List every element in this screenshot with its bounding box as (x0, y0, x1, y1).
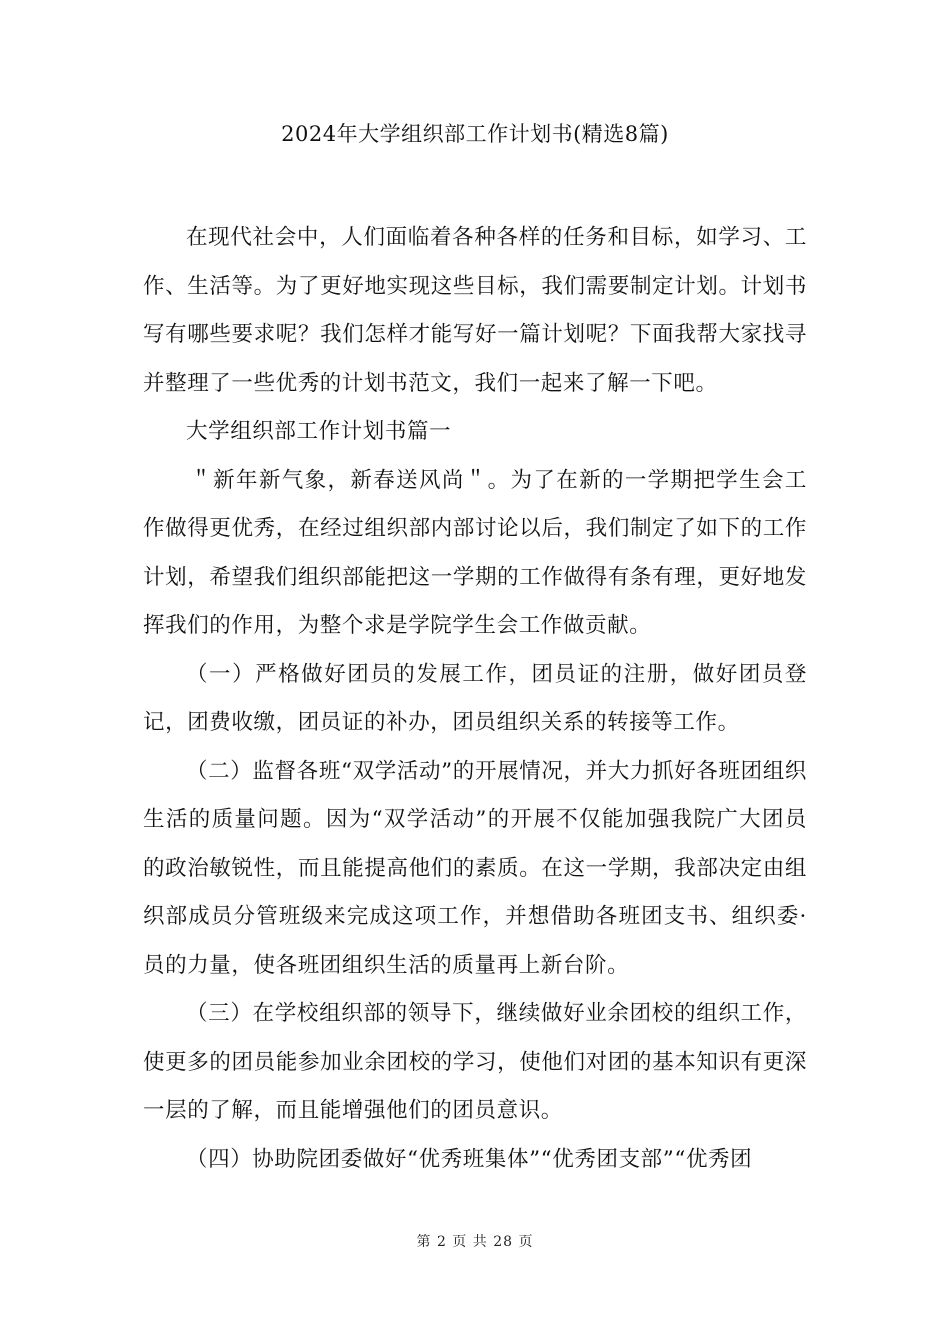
item-paragraph-2: （二）监督各班“双学活动”的开展情况，并大力抓好各班团组织生活的质量问题。因为“双学活动”的开展不仅能加强我院广大团员的政治敏锐性，而且能提高他们的素质。在这一学期，我部决定由组织部成员分管班级来完成这项工作，并想借助各班团支书、组织委·员的力量，使各班团组织生活的质量再上新台阶。 (143, 758, 807, 978)
item-paragraph-4: （四）协助院团委做好“优秀班集体”“优秀团支部”“优秀团 (186, 1146, 753, 1172)
page-number-footer: 第 2 页 共 28 页 (416, 1234, 534, 1250)
intro-paragraph: 在现代社会中，人们面临着各种各样的任务和目标，如学习、工作、生活等。为了更好地实现这些目标，我们需要制定计划。计划书写有哪些要求呢？我们怎样才能写好一篇计划呢？下面我帮大家找寻并整理了一些优秀的计划书范文，我们一起来了解一下吧。 (143, 225, 807, 396)
section-heading: 大学组织部工作计划书篇一 (186, 419, 452, 444)
document-title: 2024年大学组织部工作计划书(精选8篇) (281, 122, 669, 146)
document-body (143, 214, 807, 1184)
item-paragraph-3: （三）在学校组织部的领导下，继续做好业余团校的组织工作，使更多的团员能参加业余团校的学习，使他们对团的基本知识有更深一层的了解，而且能增强他们的团员意识。 (143, 1001, 807, 1123)
section-intro-paragraph: ＂新年新气象，新春送风尚＂。为了在新的一学期把学生会工作做得更优秀，在经过组织部内部讨论以后，我们制定了如下的工作计划，希望我们组织部能把这一学期的工作做得有条有理，更好地发挥我们的作用，为整个求是学院学生会工作做贡献。 (143, 467, 807, 638)
item-paragraph-1: （一）严格做好团员的发展工作，团员证的注册，做好团员登记，团费收缴，团员证的补办，团员组织关系的转接等工作。 (143, 661, 807, 735)
